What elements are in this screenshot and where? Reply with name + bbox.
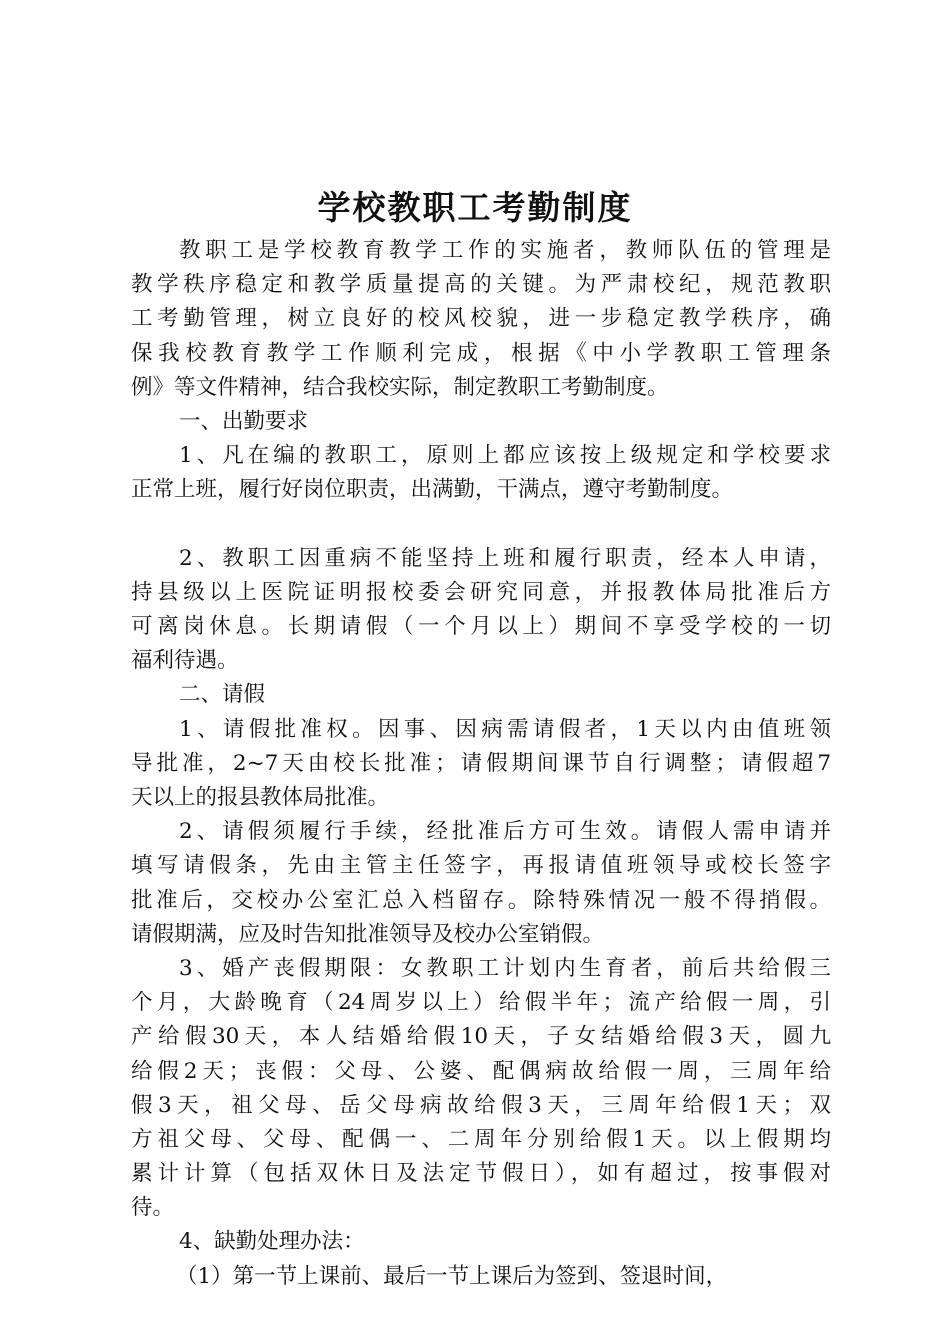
paragraph-line: 1、凡在编的教职工，原则上都应该按上级规定和学校要求: [179, 443, 831, 469]
paragraph-line: 待。: [131, 1195, 175, 1221]
paragraph-line: 导批准，2~7天由校长批准；请假期间课节自行调整；请假超7: [131, 750, 831, 776]
paragraph-line: 累计计算（包括双休日及法定节假日），如有超过，按事假对: [131, 1161, 831, 1187]
section-heading: 二、请假: [179, 682, 266, 708]
paragraph-line: 2、教职工因重病不能坚持上班和履行职责，经本人申请，: [179, 545, 831, 571]
paragraph-line: 例》等文件精神，结合我校实际，制定教职工考勤制度。: [131, 374, 669, 400]
paragraph-line: 可离岗休息。长期请假（一个月以上）期间不享受学校的一切: [131, 614, 831, 640]
blank-line: [131, 508, 831, 542]
paragraph-line: 持县级以上医院证明报校委会研究同意，并报教体局批准后方: [131, 579, 831, 605]
paragraph-line: 批准后，交校办公室汇总入档留存。除特殊情况一般不得捎假。: [131, 887, 831, 913]
paragraph-line: 1、请假批准权。因事、因病需请假者，1天以内由值班领: [179, 716, 831, 742]
paragraph-line: 教学秩序稳定和教学质量提高的关键。为严肃校纪，规范教职: [131, 272, 831, 298]
paragraph-line: 天以上的报县教体局批准。: [131, 785, 390, 810]
paragraph-line: 个月，大龄晚育（24周岁以上）给假半年；流产给假一周，引: [131, 990, 831, 1016]
paragraph-line: 工考勤管理，树立良好的校风校貌，进一步稳定教学秩序，确: [131, 306, 831, 332]
document-title: 学校教职工考勤制度: [317, 188, 633, 227]
paragraph-line: 2、请假须履行手续，经批准后方可生效。请假人需申请并: [179, 819, 831, 845]
paragraph-line: 保我校教育教学工作顺利完成，根据《中小学教职工管理条: [131, 340, 831, 366]
section-heading: 一、出勤要求: [179, 408, 309, 434]
paragraph-line: 产给假30天，本人结婚给假10天，子女结婚给假3天，圆九: [131, 1024, 831, 1050]
document-body: [131, 234, 831, 1294]
paragraph-line: （1）第一节上课前、最后一节上课后为签到、签退时间，: [176, 1263, 728, 1289]
paragraph-line: 给假2天；丧假：父母、公婆、配偶病故给假一周，三周年给: [131, 1058, 831, 1084]
paragraph-line: 3、婚产丧假期限：女教职工计划内生育者，前后共给假三: [179, 955, 831, 981]
paragraph-line: 填写请假条，先由主管主任签字，再报请值班领导或校长签字: [131, 853, 831, 879]
paragraph-line: 请假期满，应及时告知批准领导及校办公室销假。: [131, 921, 605, 947]
paragraph-line: 福利待遇。: [131, 648, 239, 674]
paragraph-line: 方祖父母、父母、配偶一、二周年分别给假1天。以上假期均: [131, 1126, 831, 1152]
paragraph-line: 教职工是学校教育教学工作的实施者，教师队伍的管理是: [179, 238, 831, 263]
paragraph-line: 正常上班，履行好岗位职责，出满勤，干满点，遵守考勤制度。: [131, 477, 734, 503]
paragraph-line: 假3天，祖父母、岳父母病故给假3天，三周年给假1天；双: [131, 1092, 831, 1118]
paragraph-line: 4、缺勤处理办法：: [179, 1229, 365, 1255]
